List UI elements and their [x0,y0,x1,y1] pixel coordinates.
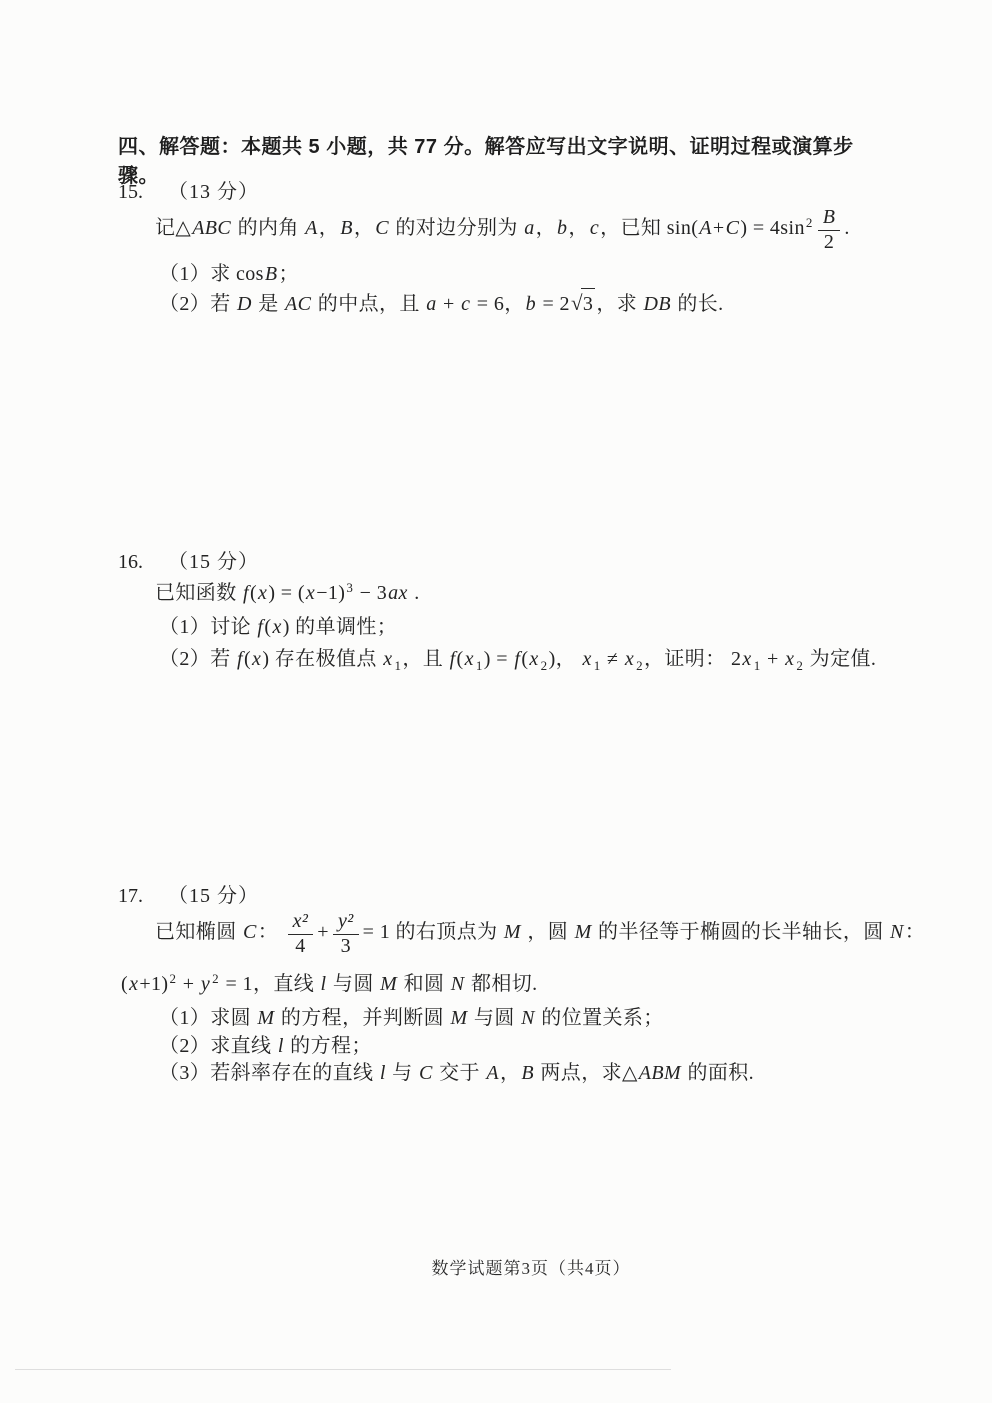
q17-heading [118,879,259,908]
q17-part-2: （2）求直线 l 的方程； [159,1035,372,1057]
q15-heading [118,175,259,204]
q17-part-1: （1）求圆 M 的方程，并判断圆 M 与圆 N 的位置关系； [159,1007,664,1029]
q16-points: （15 分） [168,551,259,573]
q15-points: （13 分） [168,181,259,203]
q17-number: 17. [118,885,143,907]
q16-part-1: （1）讨论 f(x) 的单调性； [159,616,398,638]
q16-number: 16. [118,551,143,573]
q15-stem: 记△ABC 的内角 A，B，C 的对边分别为 a，b，c，已知 $\sin(A+C) = 4\sin^2$ $\frac{B}{2}$ . [155,206,850,253]
q17-points: （15 分） [168,885,259,907]
q16-heading [118,545,259,574]
page-footer: 数学试题第3页（共4页） [431,1259,631,1278]
q17-stem-line-1: 已知椭圆 C： $\frac{\text{x²}}{4}$ + $\frac{\text{y²}}{3}$ = 1 的右顶点为 M ，圆 M 的半径等于椭圆的长半轴长，圆 N： [155,910,926,957]
q15-part-2: （2）若 D 是 AC 的中点，且 a + c = 6，b = 2√3 ，求 DB 的长. [159,288,724,320]
q17-part-3: （3）若斜率存在的直线 l 与 C 交于 A，B 两点，求△ABM 的面积. [159,1062,755,1084]
q17-stem-line-2: $(x+1)^2 + y$ $^2$ = 1，直线 l 与圆 M 和圆 N 都相切. [121,970,538,995]
q15-part-1: （1）求 cosB； [159,263,299,285]
q16-part-2: （2）若 f(x) 存在极值点 x $_1$，且 f(x $_1$) = f(x $_2$)， x $_1$ ≠ x $_2$，证明： 2x $_1$ + x $_2$ 为定值. [159,648,877,673]
q15-number: 15. [118,181,143,203]
scan-artifact-line [15,1369,671,1370]
section-header: 四、解答题：本题共 5 小题，共 77 分。解答应写出文字说明、证明过程或演算步骤。 [118,136,854,187]
q16-stem: 已知函数 $f(x) = (x-1)^3 - 3ax$ . [155,579,420,604]
